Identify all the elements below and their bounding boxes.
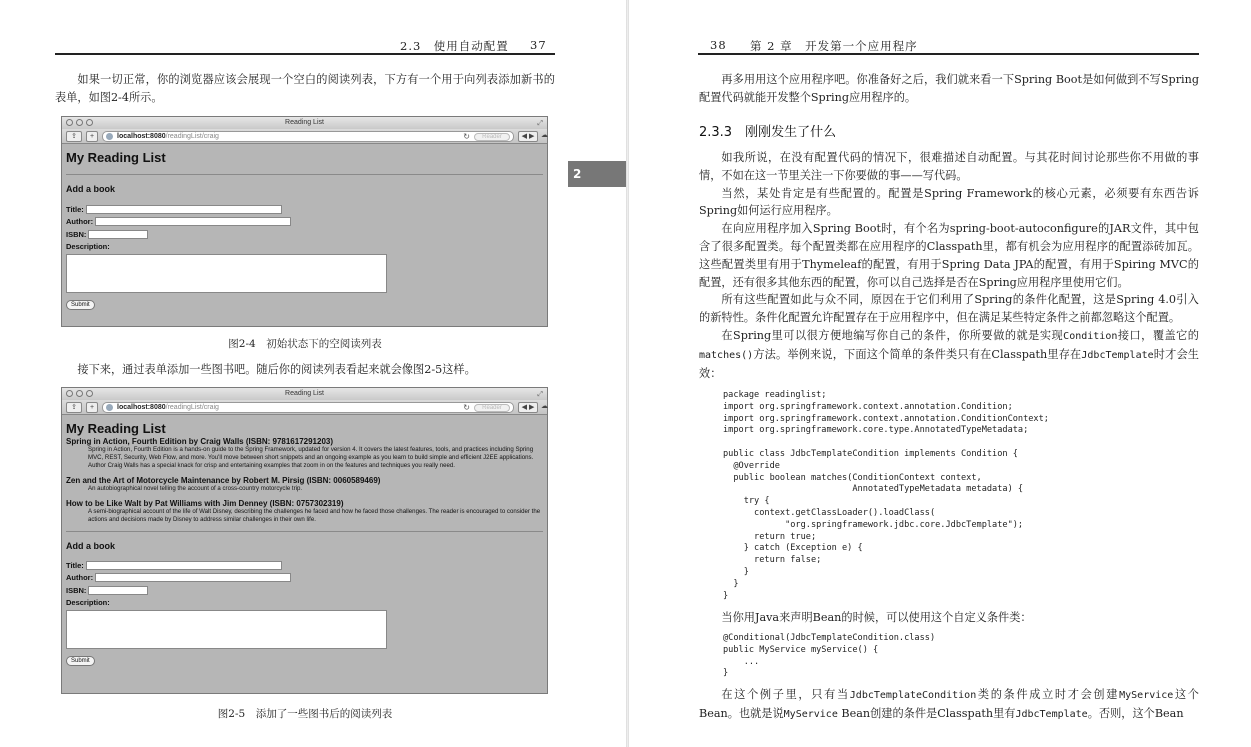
fullscreen-icon[interactable]: ⤢ bbox=[537, 120, 543, 127]
figure-2-4-caption: 图2-4 初始状态下的空阅读列表 bbox=[228, 338, 382, 350]
share-button[interactable]: ⇪ bbox=[66, 131, 82, 142]
minimize-window-button[interactable] bbox=[76, 390, 83, 397]
add-book-heading: Add a book bbox=[66, 541, 115, 551]
window-title: Reading List bbox=[285, 390, 324, 397]
minimize-window-button[interactable] bbox=[76, 119, 83, 126]
author-label: Author: bbox=[66, 217, 94, 227]
right-body-paragraphs bbox=[699, 149, 1199, 382]
isbn-input[interactable] bbox=[88, 586, 148, 595]
url-path: /readingList/craig bbox=[165, 404, 219, 411]
add-book-heading: Add a book bbox=[66, 184, 115, 194]
window-controls bbox=[66, 119, 93, 126]
isbn-label: ISBN: bbox=[66, 229, 87, 239]
code-listing-conditional-bean: @Conditional(JdbcTemplateCondition.class) public MyService myService() { ... } bbox=[723, 633, 936, 679]
right-page-number: 38 bbox=[710, 38, 727, 52]
browser-toolbar bbox=[62, 129, 547, 144]
book-description: An autobiographical novel telling the account of a cross-country motorcycle trip. bbox=[88, 485, 303, 492]
books-divider bbox=[66, 531, 543, 532]
description-textarea[interactable] bbox=[66, 254, 387, 293]
address-bar[interactable] bbox=[102, 131, 514, 142]
browser-window-with-books bbox=[61, 387, 548, 694]
reading-list-heading: My Reading List bbox=[66, 150, 166, 165]
description-textarea[interactable] bbox=[66, 610, 387, 649]
book-entry bbox=[66, 499, 543, 524]
left-page-number: 37 bbox=[530, 38, 547, 52]
right-intro-paragraph: 再多用用这个应用程序吧。你准备好之后，我们就来看一下Spring Boot是如何做到不写Spring配置代码就能开发整个Spring应用程序的。 bbox=[699, 73, 1199, 104]
body-paragraph: 当然，某处肯定是有些配置的。配置是Spring Framework的核心元素，必须要有东西告诉Spring如何运行应用程序。 bbox=[699, 186, 1199, 218]
book-entry bbox=[66, 476, 543, 493]
book-description: Spring in Action, Fourth Edition is a hands-on guide to the Spring Framework, updated for version 4. It covers the latest features, tools, and practices including Spring MVC, REST, Security, Web Flow, and more. You'll move between short snippets and an ongoing example as you learn to build simple and efficient J2EE applications. Author Craig Walls has a special knack for crisp and entertaining examples that zoom in on the features and techniques you really need. bbox=[88, 446, 534, 469]
book-entry bbox=[66, 437, 543, 470]
reading-list-heading: My Reading List bbox=[66, 421, 166, 436]
heading-divider bbox=[66, 174, 543, 175]
cloud-icon[interactable]: ☁ bbox=[541, 132, 548, 139]
new-tab-button[interactable]: + bbox=[86, 402, 98, 413]
title-label: Title: bbox=[66, 560, 84, 570]
author-input[interactable] bbox=[95, 217, 291, 226]
left-header-rule bbox=[55, 53, 555, 55]
right-paragraph-conditional: 当你用Java来声明Bean的时候，可以使用这个自定义条件类： bbox=[721, 611, 1032, 624]
page-content bbox=[62, 144, 547, 311]
globe-icon bbox=[106, 404, 113, 411]
description-label: Description: bbox=[66, 598, 110, 608]
book-title: How to be Like Walt by Pat Williams with Jim Denney (ISBN: 0757302319) bbox=[66, 499, 344, 508]
close-window-button[interactable] bbox=[66, 390, 73, 397]
zoom-window-button[interactable] bbox=[86, 390, 93, 397]
body-paragraph: 所有这些配置如此与众不同，原因在于它们利用了Spring的条件化配置，这是Spring 4.0引入的新特性。条件化配置允许配置存在于应用程序中，但在满足某些特定条件之前都忽略这个配置。 bbox=[699, 293, 1199, 325]
body-paragraph: 在Spring里可以很方便地编写你自己的条件，你所要做的就是实现Condition接口，覆盖它的matches()方法。举例来说，下面这个简单的条件类只有在Classpath里存在JdbcTemplate时才会生效： bbox=[699, 328, 1199, 380]
right-header-rule bbox=[698, 53, 1199, 55]
left-middle-paragraph: 接下来，通过表单添加一些图书吧。随后你的阅读列表看起来就会像图2-5这样。 bbox=[77, 363, 476, 376]
browser-titlebar bbox=[62, 388, 547, 400]
browser-toolbar bbox=[62, 400, 547, 415]
browser-window-empty-list bbox=[61, 116, 548, 327]
submit-button[interactable]: Submit bbox=[66, 656, 95, 666]
title-input[interactable] bbox=[86, 561, 282, 570]
reload-icon[interactable]: ↻ bbox=[463, 132, 470, 141]
left-intro-paragraph: 如果一切正常，你的浏览器应该会展现一个空白的阅读列表，下方有一个用于向列表添加新书的表单，如图2-4所示。 bbox=[55, 73, 555, 104]
back-forward-buttons[interactable]: ◀ ▶ bbox=[518, 402, 538, 413]
address-bar[interactable] bbox=[102, 402, 514, 413]
submit-button[interactable]: Submit bbox=[66, 300, 95, 310]
cloud-icon[interactable]: ☁ bbox=[541, 403, 548, 410]
url-host: localhost:8080 bbox=[117, 404, 166, 411]
right-final-paragraph: 在这个例子里，只有当JdbcTemplateCondition类的条件成立时才会创建MyService这个Bean。也就是说MyService Bean创建的条件是Classpath里有JdbcTemplate。否则，这个Bean bbox=[699, 688, 1199, 720]
url-host: localhost:8080 bbox=[117, 133, 166, 140]
url-path: /readingList/craig bbox=[165, 133, 219, 140]
share-button[interactable]: ⇪ bbox=[66, 402, 82, 413]
reader-button[interactable]: Reader bbox=[474, 133, 510, 141]
author-input[interactable] bbox=[95, 573, 291, 582]
title-label: Title: bbox=[66, 204, 84, 214]
right-header-title: 第 2 章 开发第一个应用程序 bbox=[750, 39, 918, 53]
book-description: A semi-biographical account of the life of Walt Disney, describing the challenges he faced and how he faced those challenges. The reader is encouraged to consider the actions and decisions made by Disney to address similar challenges in their own life. bbox=[88, 508, 541, 523]
fullscreen-icon[interactable]: ⤢ bbox=[537, 391, 543, 398]
close-window-button[interactable] bbox=[66, 119, 73, 126]
chapter-side-tab: 2 bbox=[568, 161, 626, 187]
page-content bbox=[62, 415, 547, 667]
title-input[interactable] bbox=[86, 205, 282, 214]
window-controls bbox=[66, 390, 93, 397]
browser-titlebar bbox=[62, 117, 547, 129]
left-header-title: 2.3 使用自动配置 bbox=[400, 39, 509, 53]
reader-button[interactable]: Reader bbox=[474, 404, 510, 412]
isbn-label: ISBN: bbox=[66, 585, 87, 595]
body-paragraph: 如我所说，在没有配置代码的情况下，很难描述自动配置。与其花时间讨论那些你不用做的事情，不如在这一节里关注一下你要做的事——写代码。 bbox=[699, 151, 1199, 182]
book-title: Spring in Action, Fourth Edition by Craig Walls (ISBN: 9781617291203) bbox=[66, 437, 334, 446]
zoom-window-button[interactable] bbox=[86, 119, 93, 126]
figure-2-5-caption: 图2-5 添加了一些图书后的阅读列表 bbox=[217, 708, 393, 720]
description-label: Description: bbox=[66, 242, 110, 252]
body-paragraph: 在向应用程序加入Spring Boot时，有个名为spring-boot-autoconfigure的JAR文件，其中包含了很多配置类。每个配置类都在应用程序的Classpath里，都有机会为应用程序的配置添砖加瓦。这些配置类里有用于Thymeleaf的配置，有用于Spring Data JPA的配置，有用于Spiring MVC的配置，还有很多其他东西的配置，你可以自己选择是否在Spring应用程序里使用它们。 bbox=[699, 222, 1199, 289]
window-title: Reading List bbox=[285, 119, 324, 126]
isbn-input[interactable] bbox=[88, 230, 148, 239]
new-tab-button[interactable]: + bbox=[86, 131, 98, 142]
code-listing-condition: package readinglist; import org.springframework.context.annotation.Condition; import org.springframework.context.annotation.ConditionContext; import org.springframework.core.type.AnnotatedTypeMetadata; public class JdbcTemplateCondition implements Condition { @Override public boolean matches(ConditionContext context, AnnotatedTypeMetadata metadata) { try { context.getClassLoader().loadClass( "org.springframework.jdbc.core.JdbcTemplate"); return true; } catch (Exception e) { return false; } } } bbox=[723, 390, 1049, 601]
section-title: 2.3.3 刚刚发生了什么 bbox=[699, 125, 837, 140]
reload-icon[interactable]: ↻ bbox=[463, 403, 470, 412]
author-label: Author: bbox=[66, 573, 94, 583]
back-forward-buttons[interactable]: ◀ ▶ bbox=[518, 131, 538, 142]
globe-icon bbox=[106, 133, 113, 140]
book-title: Zen and the Art of Motorcycle Maintenance by Robert M. Pirsig (ISBN: 0060589469) bbox=[66, 476, 381, 485]
